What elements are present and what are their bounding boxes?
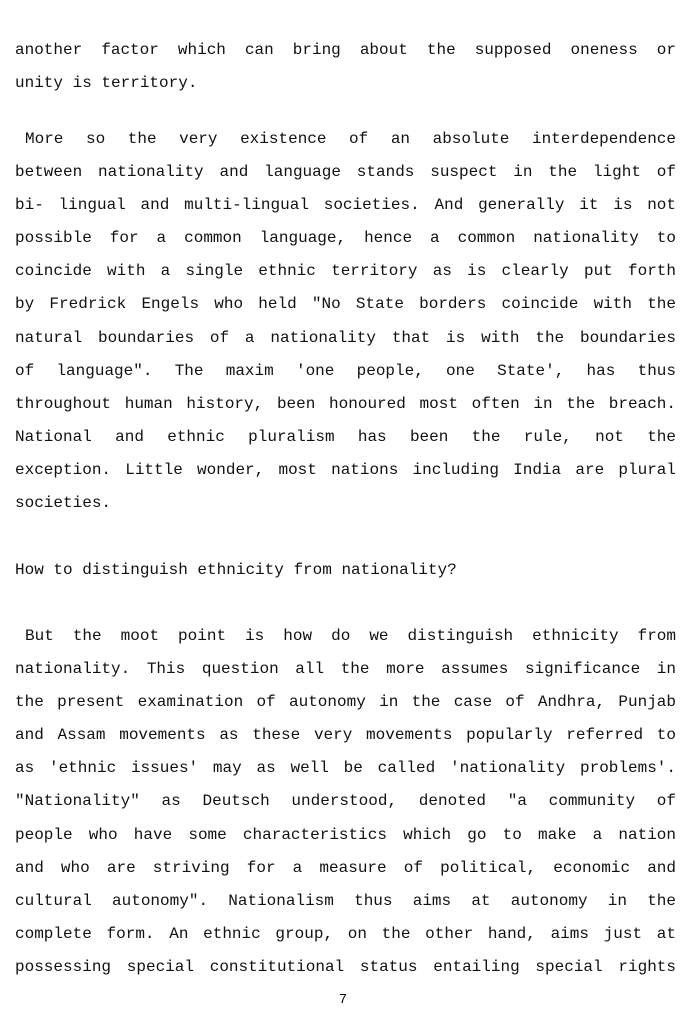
paragraph-language-nationality bbox=[15, 123, 676, 520]
page-number: 7 bbox=[338, 992, 348, 1008]
text-line: another factor which can bring about the supposed oneness or bbox=[15, 41, 676, 59]
section-heading: How to distinguish ethnicity from nationality? bbox=[15, 561, 457, 579]
paragraph-ethnicity-nationality bbox=[15, 620, 676, 984]
text-line: nationality. This question all the more assumes significance in bbox=[15, 660, 676, 679]
text-line: natural boundaries of a nationality that is with the boundaries bbox=[15, 328, 676, 347]
text-line: the present examination of autonomy in the case of Andhra, Punjab bbox=[15, 693, 676, 712]
text-line: National and ethnic pluralism has been the rule, not the bbox=[15, 427, 676, 446]
text-line: societies. bbox=[15, 494, 112, 513]
text-line: possessing special constitutional status entailing special rights bbox=[15, 957, 676, 976]
text-line: of language". The maxim 'one people, one State', has thus bbox=[15, 361, 676, 380]
text-line: as 'ethnic issues' may as well be called 'nationality problems'. bbox=[15, 759, 676, 778]
text-line: people who have some characteristics which go to make a nation bbox=[15, 825, 676, 844]
text-line: and Assam movements as these very movements popularly referred to bbox=[15, 726, 676, 745]
text-line: cultural autonomy". Nationalism thus aims at autonomy in the bbox=[15, 891, 676, 910]
paragraph-territory bbox=[15, 34, 676, 100]
text-line: and who are striving for a measure of political, economic and bbox=[15, 858, 676, 877]
text-line: throughout human history, been honoured most often in the breach. bbox=[15, 394, 676, 413]
text-line: coincide with a single ethnic territory as is clearly put forth bbox=[15, 262, 676, 281]
text-line: "Nationality" as Deutsch understood, denoted "a community of bbox=[15, 792, 676, 811]
text-line: unity is territory. bbox=[15, 74, 198, 93]
text-line: by Fredrick Engels who held "No State borders coincide with the bbox=[15, 295, 676, 314]
text-line: exception. Little wonder, most nations including India are plural bbox=[15, 460, 676, 479]
text-line: More so the very existence of an absolute interdependence bbox=[25, 130, 676, 148]
text-line: between nationality and language stands suspect in the light of bbox=[15, 163, 676, 182]
text-line: possible for a common language, hence a common nationality to bbox=[15, 229, 676, 248]
text-line: But the moot point is how do we distinguish ethnicity from bbox=[25, 627, 676, 645]
text-line: bi- lingual and multi-lingual societies. And generally it is not bbox=[15, 196, 676, 215]
text-line: complete form. An ethnic group, on the other hand, aims just at bbox=[15, 924, 676, 943]
